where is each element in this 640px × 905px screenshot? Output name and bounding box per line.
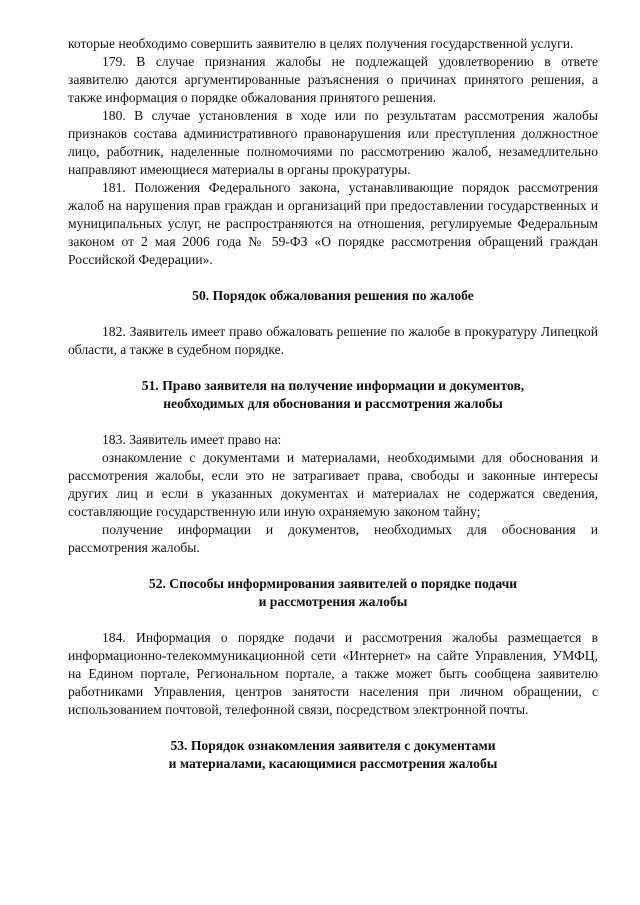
paragraph-183-item-2: получение информации и документов, необходимых для обоснования и рассмотрения жалобы. <box>68 522 598 555</box>
spacer <box>68 611 598 629</box>
paragraph-183: 183. Заявитель имеет право на: <box>102 432 282 447</box>
section-heading-52: 52. Способы информирования заявителей о порядке подачи и рассмотрения жалобы <box>148 576 518 609</box>
paragraph-183-item-1: ознакомление с документами и материалами, необходимыми для обоснования и рассмотрения жалобы, если это не затрагивает права, свободы и законные интересы других лиц и если в указанных документах и материалах не содержатся сведения, составляющие государственную или иную охраняемую законом тайну; <box>68 450 598 519</box>
section-heading-53: 53. Порядок ознакомления заявителя с документами и материалами, касающимися рассмотрения жалобы <box>168 738 498 771</box>
paragraph-181: 181. Положения Федерального закона, устанавливающие порядок рассмотрения жалоб на нарушения прав граждан и организаций при предоставлении государственных и муниципальных услуг, не распространяются на отношения, регулируемые Федеральным законом от 2 мая 2006 года № 59-ФЗ «О порядке рассмотрения обращений граждан Российской Федерации». <box>68 180 598 267</box>
spacer <box>68 305 598 323</box>
spacer <box>68 269 598 287</box>
paragraph-continuation: которые необходимо совершить заявителю в целях получения государственной услуги. <box>68 36 574 51</box>
spacer <box>68 719 598 737</box>
paragraph-179: 179. В случае признания жалобы не подлежащей удовлетворению в ответе заявителю даются аргументированные разъяснения о причинах принятого решения, а также информация о порядке обжалования принятого решения. <box>68 54 598 105</box>
spacer <box>68 359 598 377</box>
spacer <box>68 557 598 575</box>
spacer <box>68 413 598 431</box>
section-heading-50: 50. Порядок обжалования решения по жалобе <box>192 288 474 303</box>
paragraph-184: 184. Информация о порядке подачи и рассмотрения жалобы размещается в информационно-телекоммуникационной сети «Интернет» на сайте Управления, УМФЦ, на Едином портале, Региональном портале, а также может быть сообщена заявителю работниками Управления, центров занятости населения при личном обращении, с использованием почтовой, телефонной связи, посредством электронной почты. <box>68 630 598 717</box>
section-heading-51: 51. Право заявителя на получение информации и документов, необходимых для обоснования и рассмотрения жалобы <box>141 378 525 411</box>
paragraph-182: 182. Заявитель имеет право обжаловать решение по жалобе в прокуратуру Липецкой области, а также в судебном порядке. <box>68 324 598 357</box>
paragraph-180: 180. В случае установления в ходе или по результатам рассмотрения жалобы признаков состава административного правонарушения или преступления должностное лицо, работник, наделенные полномочиями по рассмотрению жалоб, незамедлительно направляют имеющиеся материалы в органы прокуратуры. <box>68 108 598 177</box>
